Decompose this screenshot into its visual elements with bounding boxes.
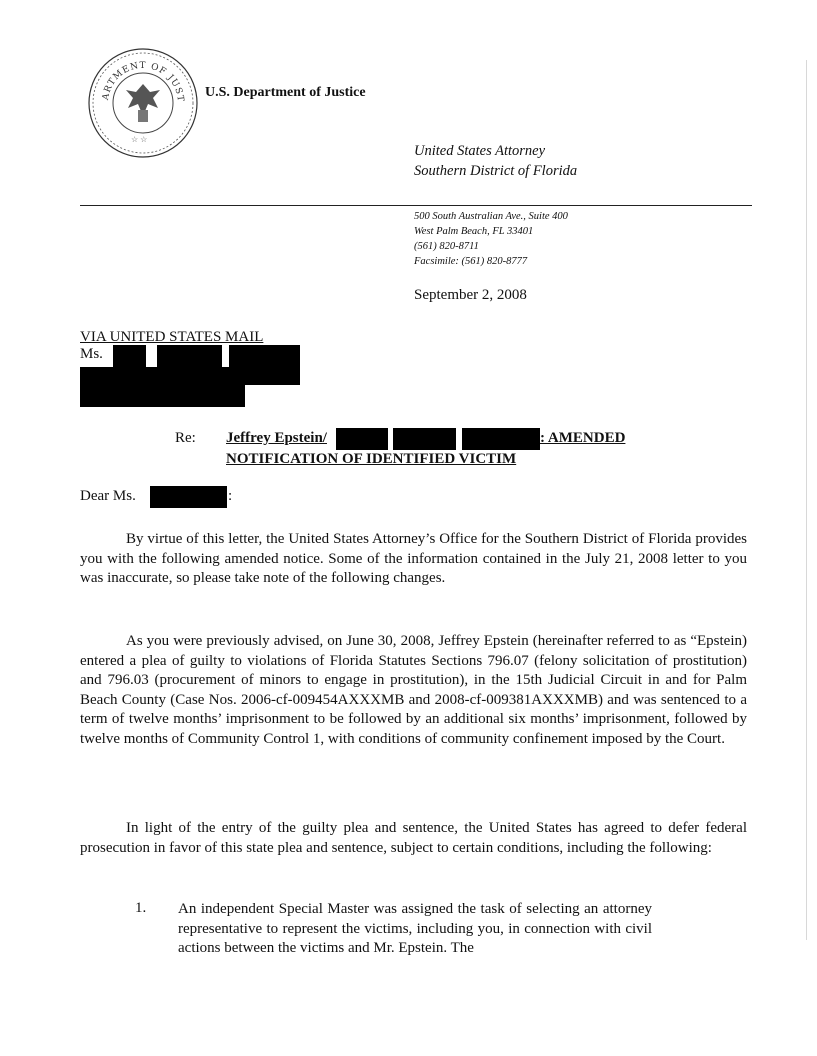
doj-seal — [86, 46, 200, 160]
letter-date: September 2, 2008 — [414, 287, 527, 303]
re-subject-end: : AMENDED — [540, 430, 626, 446]
redaction-block — [157, 345, 222, 367]
greeting: Dear Ms. — [80, 488, 136, 504]
re-label: Re: — [175, 430, 196, 446]
body-paragraph: In light of the entry of the guilty plea and sentence, the United States has agreed to defer federal prosecution in favor of this state plea and sentence, subject to certain conditions, including the following: — [80, 820, 747, 856]
address-street: 500 South Australian Ave., Suite 400 — [414, 211, 568, 222]
letterhead-divider — [80, 205, 752, 206]
office-address — [414, 209, 568, 269]
office-title: United States Attorney — [414, 143, 546, 159]
redaction-block — [150, 486, 227, 508]
redaction-block — [336, 428, 388, 450]
redaction-block — [80, 385, 245, 407]
redaction-block — [229, 345, 300, 367]
office-block — [414, 141, 577, 181]
redaction-block — [393, 428, 456, 450]
scan-edge-line — [806, 60, 807, 940]
address-city: West Palm Beach, FL 33401 — [414, 226, 534, 237]
address-phone: (561) 820-8711 — [414, 241, 479, 252]
re-subject-start: Jeffrey Epstein/ — [226, 430, 327, 446]
svg-text:☆ ☆: ☆ ☆ — [131, 135, 148, 144]
re-subject-line2: NOTIFICATION OF IDENTIFIED VICTIM — [226, 451, 517, 467]
list-item-text: An independent Special Master was assigned the task of selecting an attorney representative to represent the victims, including you, in connection with civil actions between the victims and Mr. Epstein. The — [178, 901, 652, 957]
department-name: U.S. Department of Justice — [205, 85, 366, 100]
office-district: Southern District of Florida — [414, 163, 578, 179]
body-paragraph: As you were previously advised, on June 30, 2008, Jeffrey Epstein (hereinafter referred to as “Epstein) entered a plea of guilty to violations of Florida Statutes Sections 796.07 (felony solicitation of prostitution) and 796.03 (procurement of minors to engage in prostitution), in the 15th Judicial Circuit in and for Palm Beach County (Case Nos. 2006-cf-009454AXXXMB and 2008-cf-009381AXXXMB) and was sentenced to a term of twelve months’ imprisonment to be followed by an additional six months’ imprisonment, followed by twelve months of Community Control 1, with conditions of community confinement imposed by the Court. — [80, 633, 747, 747]
list-item-number: 1. — [135, 900, 147, 916]
greeting-colon: : — [228, 488, 233, 504]
redaction-block — [462, 428, 540, 450]
address-fax: Facsimile: (561) 820-8777 — [414, 256, 528, 267]
body-paragraph: By virtue of this letter, the United States Attorney’s Office for the Southern District of Florida provides you with the following amended notice. Some of the information contained in the July 21, 2008 letter to you was inaccurate, so please take note of the following changes. — [80, 531, 747, 587]
redaction-block — [113, 345, 146, 367]
recipient-salutation: Ms. — [80, 346, 103, 362]
delivery-method: VIA UNITED STATES MAIL — [80, 329, 264, 345]
redaction-block — [80, 367, 300, 385]
seal-text: ARTMENT OF JUST — [101, 60, 186, 103]
